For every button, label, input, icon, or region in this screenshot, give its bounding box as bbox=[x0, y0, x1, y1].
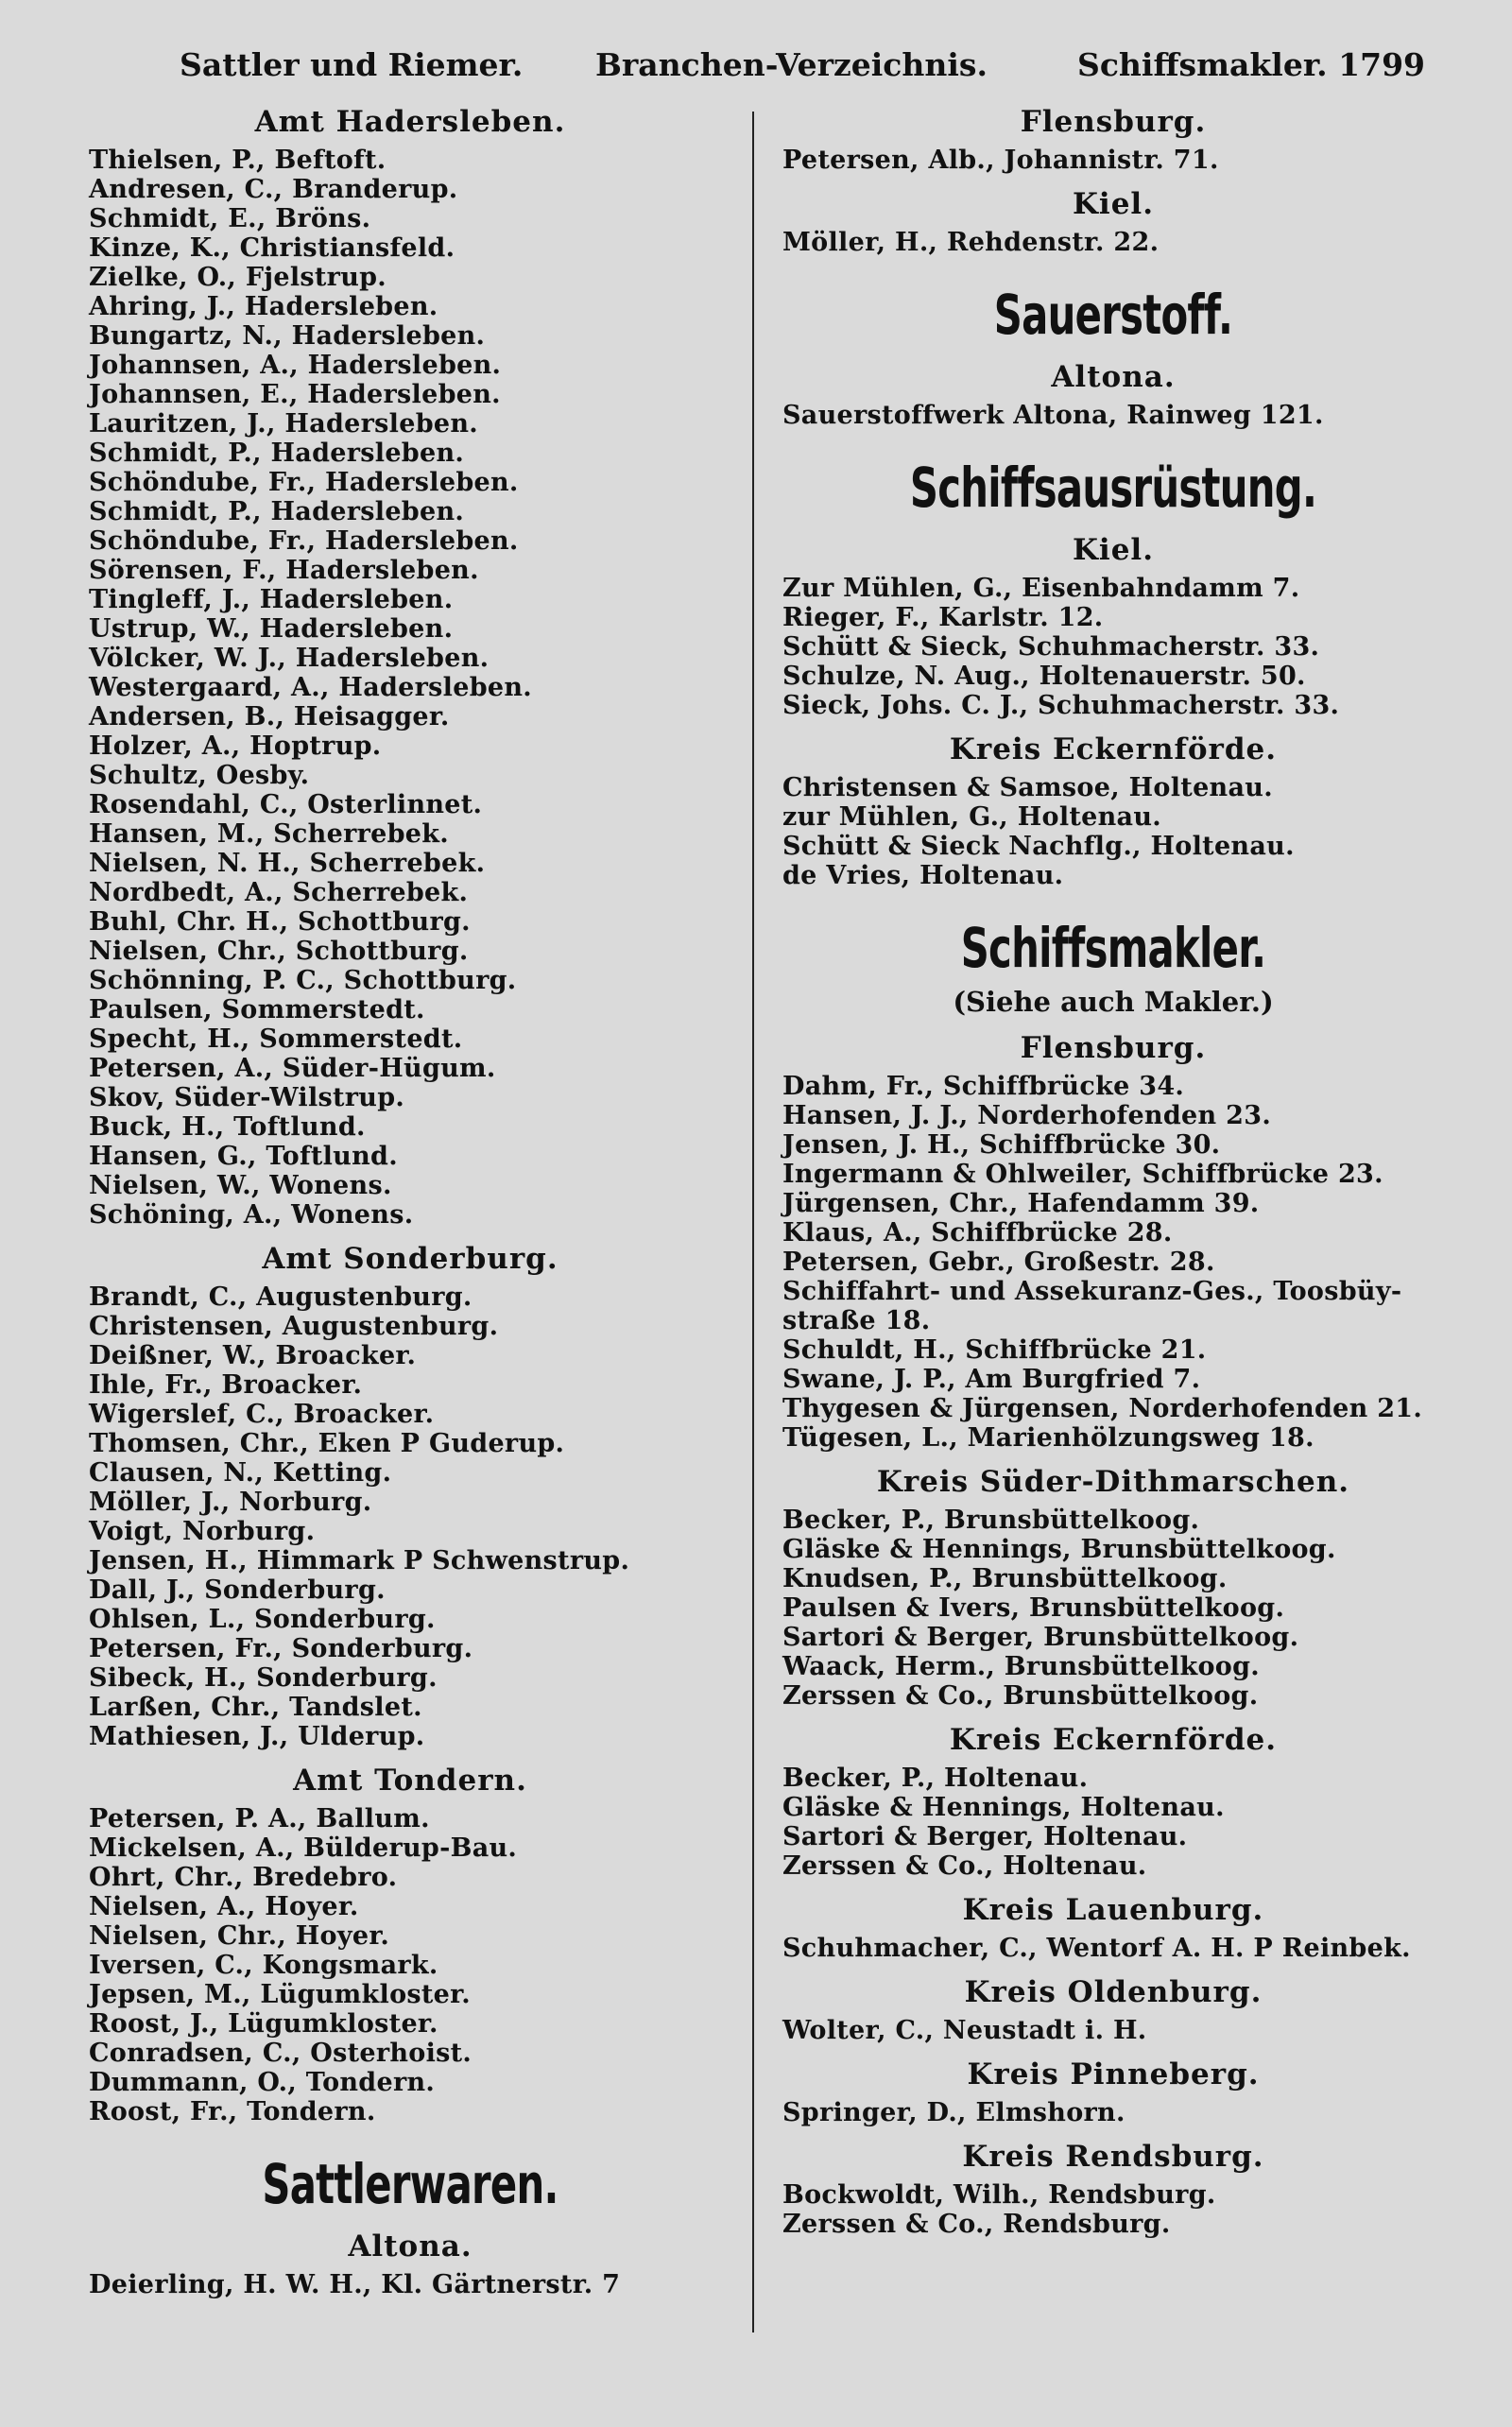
right-column bbox=[782, 104, 1444, 2239]
directory-entry: Ingermann & Ohlweiler, Schiffbrücke 23. bbox=[782, 1160, 1383, 1189]
directory-entry: Voigt, Norburg. bbox=[89, 1517, 316, 1546]
directory-entry: Westergaard, A., Hadersleben. bbox=[89, 673, 533, 702]
directory-entry: Zerssen & Co., Rendsburg. bbox=[782, 2210, 1171, 2239]
directory-entry: Swane, J. P., Am Burgfried 7. bbox=[782, 1365, 1201, 1394]
category-heading: Sauerstoff. bbox=[993, 283, 1233, 347]
directory-entry: Brandt, C., Augustenburg. bbox=[89, 1282, 472, 1312]
directory-entry: Buhl, Chr. H., Schottburg. bbox=[89, 907, 471, 937]
directory-entry: de Vries, Holtenau. bbox=[782, 861, 1064, 890]
directory-entry: Thielsen, P., Beftoft. bbox=[89, 146, 387, 175]
directory-entry: Skov, Süder-Wilstrup. bbox=[89, 1083, 405, 1112]
directory-entry: Larßen, Chr., Tandslet. bbox=[89, 1693, 422, 1722]
directory-entry: Kinze, K., Christiansfeld. bbox=[89, 233, 455, 263]
directory-entry: Ihle, Fr., Broacker. bbox=[89, 1370, 363, 1400]
region-heading: Kreis Rendsburg. bbox=[962, 2140, 1264, 2174]
directory-entry: Sieck, Johs. C. J., Schuhmacherstr. 33. bbox=[782, 691, 1340, 720]
directory-entry: Zerssen & Co., Brunsbüttelkoog. bbox=[782, 1681, 1259, 1711]
running-head bbox=[180, 42, 1425, 89]
region-heading: Amt Tondern. bbox=[293, 1764, 527, 1798]
directory-entry: Klaus, A., Schiffbrücke 28. bbox=[782, 1218, 1173, 1248]
left-column bbox=[89, 104, 731, 2299]
region-heading: Kreis Oldenburg. bbox=[964, 1975, 1263, 2009]
directory-entry: Schulze, N. Aug., Holtenauerstr. 50. bbox=[782, 662, 1306, 691]
directory-entry: Ohrt, Chr., Bredebro. bbox=[89, 1863, 398, 1892]
directory-entry: Holzer, A., Hoptrup. bbox=[89, 732, 382, 761]
directory-entry: Ustrup, W., Hadersleben. bbox=[89, 614, 454, 644]
directory-entry: Petersen, Alb., Johannistr. 71. bbox=[782, 146, 1219, 175]
directory-entry: Petersen, Fr., Sonderburg. bbox=[89, 1634, 473, 1663]
directory-entry: Nielsen, W., Wonens. bbox=[89, 1171, 392, 1200]
directory-entry: Bockwoldt, Wilh., Rendsburg. bbox=[782, 2180, 1216, 2210]
region-heading: Kreis Eckernförde. bbox=[949, 732, 1278, 766]
directory-entry: Nordbedt, A., Scherrebek. bbox=[89, 878, 469, 907]
column-divider bbox=[752, 112, 754, 2332]
directory-entry: Deißner, W., Broacker. bbox=[89, 1341, 417, 1370]
directory-entry: Gläske & Hennings, Brunsbüttelkoog. bbox=[782, 1535, 1336, 1564]
directory-entry: Hansen, J. J., Norderhofenden 23. bbox=[782, 1101, 1272, 1130]
directory-entry: Schöndube, Fr., Hadersleben. bbox=[89, 526, 519, 556]
directory-entry: Conradsen, C., Osterhoist. bbox=[89, 2039, 472, 2068]
directory-entry: Jensen, H., Himmark P Schwenstrup. bbox=[89, 1546, 630, 1575]
directory-entry: Zerssen & Co., Holtenau. bbox=[782, 1851, 1147, 1881]
region-heading: Kreis Eckernförde. bbox=[949, 1723, 1278, 1757]
directory-entry: Möller, H., Rehdenstr. 22. bbox=[782, 228, 1160, 257]
directory-entry: Sauerstoffwerk Altona, Rainweg 121. bbox=[782, 401, 1324, 430]
directory-entry: Jepsen, M., Lügumkloster. bbox=[89, 1980, 471, 2009]
running-head-left: Sattler und Riemer. bbox=[180, 46, 524, 83]
directory-entry: Nielsen, Chr., Hoyer. bbox=[89, 1921, 390, 1951]
region-heading: Altona. bbox=[1051, 360, 1176, 394]
directory-entry: Springer, D., Elmshorn. bbox=[782, 2098, 1125, 2127]
directory-entry: zur Mühlen, G., Holtenau. bbox=[782, 802, 1161, 832]
directory-entry: Lauritzen, J., Hadersleben. bbox=[89, 409, 478, 439]
directory-entry: Schmidt, P., Hadersleben. bbox=[89, 497, 465, 526]
directory-entry: Christensen & Samsoe, Holtenau. bbox=[782, 773, 1273, 802]
directory-entry: Waack, Herm., Brunsbüttelkoog. bbox=[782, 1652, 1260, 1681]
directory-entry: Ohlsen, L., Sonderburg. bbox=[89, 1605, 436, 1634]
directory-entry: Sörensen, F., Hadersleben. bbox=[89, 556, 479, 585]
directory-entry: Rieger, F., Karlstr. 12. bbox=[782, 603, 1104, 632]
directory-entry: Petersen, Gebr., Großestr. 28. bbox=[782, 1248, 1215, 1277]
directory-entry: Clausen, N., Ketting. bbox=[89, 1458, 392, 1488]
directory-entry: straße 18. bbox=[782, 1306, 931, 1335]
directory-entry: Mickelsen, A., Bülderup-Bau. bbox=[89, 1833, 518, 1863]
directory-entry: Christensen, Augustenburg. bbox=[89, 1312, 499, 1341]
directory-entry: Deierling, H. W. H., Kl. Gärtnerstr. 7 bbox=[89, 2270, 621, 2299]
directory-entry: Schmidt, E., Bröns. bbox=[89, 204, 371, 233]
region-heading: Amt Hadersleben. bbox=[254, 105, 566, 139]
running-head-right: Schiffsmakler. 1799 bbox=[1077, 46, 1425, 83]
directory-entry: Buck, H., Toftlund. bbox=[89, 1112, 366, 1142]
region-heading: Flensburg. bbox=[1020, 105, 1207, 139]
directory-entry: Schuhmacher, C., Wentorf A. H. P Reinbek. bbox=[782, 1934, 1411, 1963]
directory-entry: Specht, H., Sommerstedt. bbox=[89, 1024, 463, 1054]
category-heading: Schiffsausrüstung. bbox=[909, 456, 1317, 520]
directory-entry: Nielsen, Chr., Schottburg. bbox=[89, 937, 469, 966]
directory-entry: Schuldt, H., Schiffbrücke 21. bbox=[782, 1335, 1207, 1365]
directory-entry: Zielke, O., Fjelstrup. bbox=[89, 263, 387, 292]
running-head-center: Branchen-Verzeichnis. bbox=[595, 46, 988, 83]
directory-entry: Andresen, C., Branderup. bbox=[89, 175, 458, 204]
directory-entry: Iversen, C., Kongsmark. bbox=[89, 1951, 438, 1980]
directory-entry: Rosendahl, C., Osterlinnet. bbox=[89, 790, 483, 819]
region-heading: Kiel. bbox=[1072, 187, 1154, 221]
directory-entry: Mathiesen, J., Ulderup. bbox=[89, 1722, 425, 1751]
directory-entry: Hansen, M., Scherrebek. bbox=[89, 819, 449, 849]
directory-entry: Petersen, A., Süder-Hügum. bbox=[89, 1054, 496, 1083]
directory-entry: Schiffahrt- und Assekuranz-Ges., Toosbüy- bbox=[782, 1277, 1402, 1306]
category-heading: Schiffsmakler. bbox=[960, 916, 1266, 980]
cross-reference-note: (Siehe auch Makler.) bbox=[953, 986, 1274, 1018]
directory-entry: Wigerslef, C., Broacker. bbox=[89, 1400, 435, 1429]
directory-entry: Paulsen, Sommerstedt. bbox=[89, 995, 425, 1024]
directory-entry: Nielsen, A., Hoyer. bbox=[89, 1892, 359, 1921]
directory-entry: Schöning, A., Wonens. bbox=[89, 1200, 414, 1230]
directory-entry: Ahring, J., Hadersleben. bbox=[89, 292, 438, 321]
directory-entry: Gläske & Hennings, Holtenau. bbox=[782, 1793, 1225, 1822]
directory-entry: Schultz, Oesby. bbox=[89, 761, 310, 790]
directory-entry: Andersen, B., Heisagger. bbox=[89, 702, 450, 732]
directory-entry: Hansen, G., Toftlund. bbox=[89, 1142, 398, 1171]
directory-entry: Wolter, C., Neustadt i. H. bbox=[782, 2016, 1147, 2045]
directory-entry: Dahm, Fr., Schiffbrücke 34. bbox=[782, 1072, 1185, 1101]
region-heading: Altona. bbox=[348, 2229, 472, 2263]
directory-entry: Roost, J., Lügumkloster. bbox=[89, 2009, 438, 2039]
directory-entry: Johannsen, E., Hadersleben. bbox=[89, 380, 501, 409]
directory-entry: Tügesen, L., Marienhölzungsweg 18. bbox=[782, 1423, 1314, 1453]
directory-entry: Völcker, W. J., Hadersleben. bbox=[89, 644, 490, 673]
region-heading: Flensburg. bbox=[1020, 1031, 1207, 1065]
region-heading: Amt Sonderburg. bbox=[262, 1242, 558, 1276]
directory-entry: Schöndube, Fr., Hadersleben. bbox=[89, 468, 519, 497]
region-heading: Kreis Lauenburg. bbox=[962, 1893, 1264, 1927]
directory-entry: Tingleff, J., Hadersleben. bbox=[89, 585, 454, 614]
region-heading: Kiel. bbox=[1072, 533, 1154, 567]
region-heading: Kreis Pinneberg. bbox=[967, 2057, 1260, 2091]
directory-entry: Roost, Fr., Tondern. bbox=[89, 2097, 376, 2126]
directory-entry: Thygesen & Jürgensen, Norderhofenden 21. bbox=[782, 1394, 1423, 1423]
directory-entry: Sartori & Berger, Brunsbüttelkoog. bbox=[782, 1623, 1299, 1652]
directory-entry: Zur Mühlen, G., Eisenbahndamm 7. bbox=[782, 574, 1300, 603]
directory-entry: Bungartz, N., Hadersleben. bbox=[89, 321, 486, 351]
directory-entry: Nielsen, N. H., Scherrebek. bbox=[89, 849, 486, 878]
directory-entry: Becker, P., Holtenau. bbox=[782, 1764, 1089, 1793]
directory-entry: Sibeck, H., Sonderburg. bbox=[89, 1663, 438, 1693]
directory-entry: Schütt & Sieck Nachflg., Holtenau. bbox=[782, 832, 1295, 861]
directory-entry: Dummann, O., Tondern. bbox=[89, 2068, 436, 2097]
directory-entry: Johannsen, A., Hadersleben. bbox=[89, 351, 502, 380]
directory-entry: Möller, J., Norburg. bbox=[89, 1488, 372, 1517]
directory-entry: Schütt & Sieck, Schuhmacherstr. 33. bbox=[782, 632, 1320, 662]
directory-entry: Schmidt, P., Hadersleben. bbox=[89, 439, 465, 468]
directory-entry: Petersen, P. A., Ballum. bbox=[89, 1804, 430, 1833]
directory-entry: Knudsen, P., Brunsbüttelkoog. bbox=[782, 1564, 1228, 1593]
directory-entry: Sartori & Berger, Holtenau. bbox=[782, 1822, 1188, 1851]
directory-entry: Schönning, P. C., Schottburg. bbox=[89, 966, 517, 995]
region-heading: Kreis Süder-Dithmarschen. bbox=[876, 1465, 1350, 1499]
directory-entry: Becker, P., Brunsbüttelkoog. bbox=[782, 1506, 1200, 1535]
directory-entry: Jürgensen, Chr., Hafendamm 39. bbox=[782, 1189, 1260, 1218]
directory-entry: Jensen, J. H., Schiffbrücke 30. bbox=[782, 1130, 1221, 1160]
directory-entry: Dall, J., Sonderburg. bbox=[89, 1575, 386, 1605]
directory-entry: Thomsen, Chr., Eken P Guderup. bbox=[89, 1429, 565, 1458]
category-heading: Sattlerwaren. bbox=[262, 2152, 558, 2216]
directory-entry: Paulsen & Ivers, Brunsbüttelkoog. bbox=[782, 1593, 1285, 1623]
